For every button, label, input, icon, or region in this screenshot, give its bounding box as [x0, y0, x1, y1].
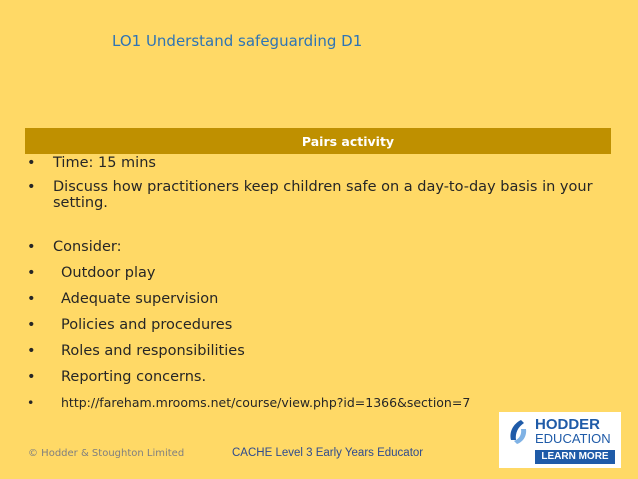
bullet-discuss: • Discuss how practitioners keep children safe on a day-to-day basis in your setting. [25, 179, 615, 211]
bullet-reporting: • Reporting concerns. [25, 369, 615, 385]
bullet-outdoor-play: • Outdoor play [25, 265, 615, 281]
bullet-time: • Time: 15 mins [25, 155, 615, 171]
bullet-consider: • Consider: [25, 239, 615, 255]
slide-title: LO1 Understand safeguarding D1 [112, 32, 363, 50]
logo-line1: HODDER [535, 416, 601, 433]
logo-wordmark [535, 418, 611, 446]
bullet-roles: • Roles and responsibilities [25, 343, 615, 359]
course-link[interactable]: • http://fareham.mrooms.net/course/view.php?id=1366&section=7 [25, 395, 615, 411]
logo-line2: EDUCATION [535, 431, 611, 446]
course-name: CACHE Level 3 Early Years Educator [232, 447, 424, 459]
bullet-policies: • Policies and procedures [25, 317, 615, 333]
learn-more-button[interactable]: LEARN MORE [535, 450, 615, 464]
hodder-education-logo[interactable] [499, 412, 621, 468]
activity-banner [25, 128, 611, 154]
banner-label: Pairs activity [301, 133, 395, 149]
copyright-text: © Hodder & Stoughton Limited [28, 448, 185, 459]
bullet-adequate-supervision: • Adequate supervision [25, 291, 615, 307]
bullet-list [25, 155, 615, 411]
hodder-logo-icon [505, 418, 533, 448]
